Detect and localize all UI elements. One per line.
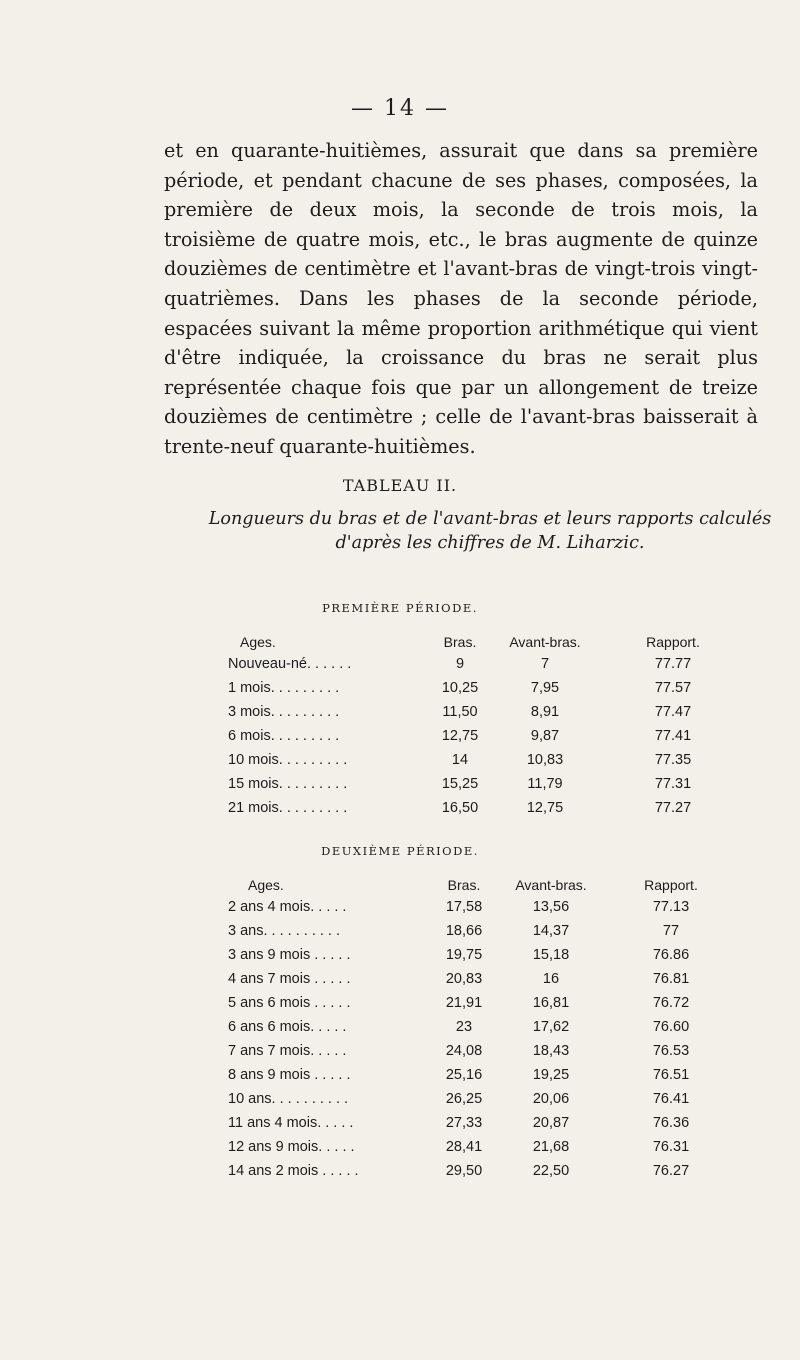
cell-rapport: 77.35 bbox=[654, 752, 692, 768]
cell-avant-bras: 9,87 bbox=[530, 728, 560, 744]
cell-rapport: 76.72 bbox=[652, 995, 690, 1011]
cell-bras: 23 bbox=[455, 1019, 473, 1035]
cell-age: 6 mois. . . . . . . . . bbox=[228, 728, 340, 744]
caption-line-1: Longueurs du bras et de l'avant-bras et leurs rapports calculés bbox=[208, 509, 772, 529]
cell-bras: 27,33 bbox=[445, 1115, 483, 1131]
cell-rapport: 77.13 bbox=[652, 899, 690, 915]
cell-rapport: 77.77 bbox=[654, 656, 692, 672]
cell-age: Nouveau-né. . . . . . bbox=[228, 656, 352, 672]
cell-bras: 15,25 bbox=[441, 776, 479, 792]
header-avant-bras: Avant-bras. bbox=[515, 877, 587, 893]
table-row bbox=[0, 1067, 800, 1091]
cell-bras: 24,08 bbox=[445, 1043, 483, 1059]
cell-avant-bras: 22,50 bbox=[532, 1163, 570, 1179]
table-row bbox=[0, 899, 800, 923]
page-number: — 14 — bbox=[351, 96, 449, 121]
table-header-row bbox=[0, 634, 800, 658]
cell-bras: 11,50 bbox=[442, 704, 478, 720]
cell-rapport: 76.31 bbox=[652, 1139, 690, 1155]
cell-age: 3 mois. . . . . . . . . bbox=[228, 704, 340, 720]
table-row bbox=[0, 776, 800, 800]
cell-age: 21 mois. . . . . . . . . bbox=[228, 800, 348, 816]
period-1-title: PREMIÈRE PÉRIODE. bbox=[322, 601, 478, 615]
cell-age: 11 ans 4 mois. . . . . bbox=[228, 1115, 354, 1131]
cell-bras: 9 bbox=[455, 656, 465, 672]
table-row bbox=[0, 800, 800, 824]
cell-avant-bras: 11,79 bbox=[527, 776, 563, 792]
cell-age: 10 ans. . . . . . . . . . bbox=[228, 1091, 349, 1107]
cell-bras: 18,66 bbox=[445, 923, 483, 939]
cell-bras: 29,50 bbox=[445, 1163, 483, 1179]
table-row bbox=[0, 995, 800, 1019]
table-row bbox=[0, 947, 800, 971]
cell-avant-bras: 8,91 bbox=[530, 704, 560, 720]
cell-rapport: 76.27 bbox=[652, 1163, 690, 1179]
cell-age: 3 ans 9 mois . . . . . bbox=[228, 947, 351, 963]
cell-avant-bras: 21,68 bbox=[532, 1139, 570, 1155]
cell-bras: 28,41 bbox=[445, 1139, 483, 1155]
header-bras: Bras. bbox=[447, 877, 481, 893]
cell-rapport: 77.41 bbox=[654, 728, 692, 744]
cell-rapport: 77.57 bbox=[654, 680, 692, 696]
header-bras: Bras. bbox=[443, 634, 477, 650]
table-header-row bbox=[0, 877, 800, 901]
cell-age: 6 ans 6 mois. . . . . bbox=[228, 1019, 347, 1035]
cell-age: 12 ans 9 mois. . . . . bbox=[228, 1139, 355, 1155]
cell-bras: 10,25 bbox=[441, 680, 479, 696]
cell-avant-bras: 19,25 bbox=[532, 1067, 570, 1083]
cell-bras: 25,16 bbox=[445, 1067, 483, 1083]
table-row bbox=[0, 656, 800, 680]
cell-bras: 17,58 bbox=[445, 899, 483, 915]
cell-avant-bras: 7,95 bbox=[530, 680, 560, 696]
table-row bbox=[0, 704, 800, 728]
table-row bbox=[0, 971, 800, 995]
cell-avant-bras: 7 bbox=[540, 656, 550, 672]
period-2-title: DEUXIÈME PÉRIODE. bbox=[321, 844, 479, 858]
cell-bras: 16,50 bbox=[441, 800, 479, 816]
header-age: Ages. bbox=[248, 877, 284, 893]
cell-age: 4 ans 7 mois . . . . . bbox=[228, 971, 351, 987]
cell-age: 15 mois. . . . . . . . . bbox=[228, 776, 348, 792]
cell-rapport: 76.36 bbox=[652, 1115, 690, 1131]
cell-rapport: 77.27 bbox=[654, 800, 692, 816]
header-avant-bras: Avant-bras. bbox=[509, 634, 581, 650]
cell-rapport: 76.86 bbox=[652, 947, 690, 963]
cell-avant-bras: 14,37 bbox=[532, 923, 570, 939]
cell-age: 3 ans. . . . . . . . . . bbox=[228, 923, 341, 939]
cell-age: 14 ans 2 mois . . . . . bbox=[228, 1163, 359, 1179]
cell-rapport: 76.81 bbox=[652, 971, 690, 987]
table-row bbox=[0, 1043, 800, 1067]
cell-avant-bras: 18,43 bbox=[532, 1043, 570, 1059]
cell-rapport: 76.41 bbox=[652, 1091, 690, 1107]
cell-avant-bras: 17,62 bbox=[532, 1019, 570, 1035]
table-title: TABLEAU II. bbox=[342, 476, 458, 495]
cell-bras: 21,91 bbox=[445, 995, 483, 1011]
cell-avant-bras: 13,56 bbox=[532, 899, 570, 915]
table-caption bbox=[200, 507, 780, 555]
table-row bbox=[0, 923, 800, 947]
table-row bbox=[0, 752, 800, 776]
cell-bras: 26,25 bbox=[445, 1091, 483, 1107]
cell-rapport: 77.31 bbox=[654, 776, 692, 792]
cell-avant-bras: 12,75 bbox=[526, 800, 564, 816]
cell-bras: 20,83 bbox=[445, 971, 483, 987]
cell-age: 2 ans 4 mois. . . . . bbox=[228, 899, 347, 915]
cell-rapport: 77 bbox=[662, 923, 680, 939]
cell-age: 10 mois. . . . . . . . . bbox=[228, 752, 348, 768]
cell-rapport: 76.51 bbox=[652, 1067, 690, 1083]
header-age: Ages. bbox=[240, 634, 276, 650]
table-row bbox=[0, 1019, 800, 1043]
cell-avant-bras: 20,87 bbox=[532, 1115, 570, 1131]
header-rapport: Rapport. bbox=[644, 877, 698, 893]
cell-rapport: 77.47 bbox=[654, 704, 692, 720]
cell-age: 8 ans 9 mois . . . . . bbox=[228, 1067, 351, 1083]
cell-age: 7 ans 7 mois. . . . . bbox=[228, 1043, 347, 1059]
table-row bbox=[0, 1091, 800, 1115]
cell-bras: 19,75 bbox=[445, 947, 483, 963]
table-row bbox=[0, 728, 800, 752]
cell-avant-bras: 10,83 bbox=[526, 752, 564, 768]
table-row bbox=[0, 1115, 800, 1139]
cell-avant-bras: 16 bbox=[542, 971, 560, 987]
header-rapport: Rapport. bbox=[646, 634, 700, 650]
cell-rapport: 76.53 bbox=[652, 1043, 690, 1059]
table-row bbox=[0, 680, 800, 704]
cell-rapport: 76.60 bbox=[652, 1019, 690, 1035]
table-row bbox=[0, 1139, 800, 1163]
cell-age: 5 ans 6 mois . . . . . bbox=[228, 995, 351, 1011]
cell-avant-bras: 20,06 bbox=[532, 1091, 570, 1107]
cell-avant-bras: 15,18 bbox=[532, 947, 570, 963]
cell-bras: 14 bbox=[451, 752, 469, 768]
body-paragraph: et en quarante-huitièmes, assurait que dans sa première période, et pendant chacune de ses phases, composées, la première de deux mois, la seconde de trois mois, la troisième de quatre mois, etc., le bras augmente de quinze douzièmes de centimètre et l'avant-bras de vingt-trois vingt-quatrièmes. Dans les phases de la seconde période, espacées suivant la même proportion arithmétique qui vient d'être indiquée, la croissance du bras ne serait plus représentée chaque fois que par un allongement de treize douzièmes de centimètre ; celle de l'avant-bras baisserait à trente-neuf quarante-huitièmes. bbox=[164, 139, 758, 458]
table-row bbox=[0, 1163, 800, 1187]
cell-bras: 12,75 bbox=[441, 728, 479, 744]
caption-line-2: d'après les chiffres de M. Liharzic. bbox=[335, 533, 645, 553]
cell-age: 1 mois. . . . . . . . . bbox=[228, 680, 340, 696]
cell-avant-bras: 16,81 bbox=[532, 995, 570, 1011]
